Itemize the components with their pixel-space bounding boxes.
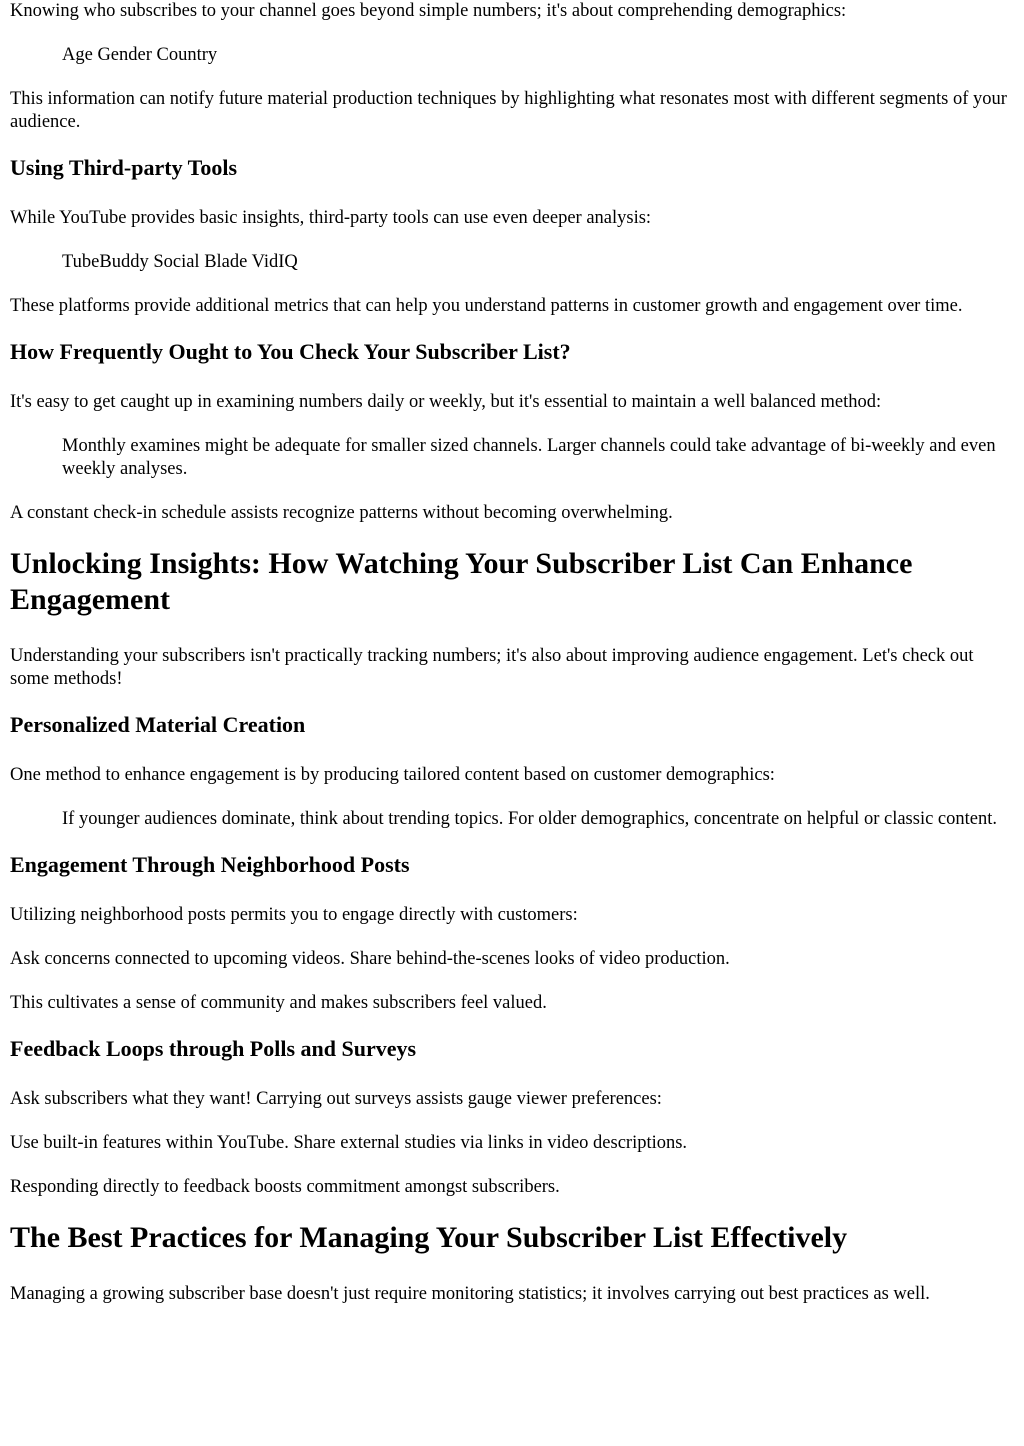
heading-neighborhood-posts: Engagement Through Neighborhood Posts — [10, 852, 410, 877]
paragraph-unlocking-insights-intro: Understanding your subscribers isn't practically tracking numbers; it's also about improving audience engagement. Let's check out some methods! — [10, 646, 974, 689]
paragraph-check-frequency-intro: It's easy to get caught up in examining numbers daily or weekly, but it's essential to maintain a well balanced method: — [10, 392, 882, 412]
paragraph-demographics-intro: Knowing who subscribes to your channel goes beyond simple numbers; it's about comprehending demographics: — [10, 1, 847, 21]
paragraph-feedback-intro: Ask subscribers what they want! Carrying out surveys assists gauge viewer preferences: — [10, 1089, 662, 1109]
indented-list-check-frequency: Monthly examines might be adequate for smaller sized channels. Larger channels could take advantage of bi-weekly and even weekly analyses. — [62, 436, 996, 479]
heading-personalized-material: Personalized Material Creation — [10, 712, 306, 737]
paragraph-third-party-intro: While YouTube provides basic insights, third-party tools can use even deeper analysis: — [10, 208, 652, 228]
paragraph-neighborhood-intro: Utilizing neighborhood posts permits you to engage directly with customers: — [10, 905, 578, 925]
indented-list-personalized: If younger audiences dominate, think about trending topics. For older demographics, concentrate on helpful or classic content. — [62, 809, 997, 829]
heading-unlocking-insights: Unlocking Insights: How Watching Your Subscriber List Can Enhance Engagement — [10, 547, 913, 616]
indented-list-tools: TubeBuddy Social Blade VidIQ — [62, 252, 298, 272]
heading-feedback-loops: Feedback Loops through Polls and Surveys — [10, 1036, 417, 1061]
paragraph-feedback-list: Use built-in features within YouTube. Share external studies via links in video descriptions. — [10, 1133, 688, 1153]
heading-best-practices: The Best Practices for Managing Your Subscriber List Effectively — [10, 1221, 848, 1254]
paragraph-personalized-intro: One method to enhance engagement is by producing tailored content based on customer demographics: — [10, 765, 775, 785]
paragraph-third-party-outro: These platforms provide additional metrics that can help you understand patterns in customer growth and engagement over time. — [10, 296, 963, 316]
paragraph-best-practices-intro: Managing a growing subscriber base doesn't just require monitoring statistics; it involves carrying out best practices as well. — [10, 1284, 930, 1304]
paragraph-neighborhood-list: Ask concerns connected to upcoming videos. Share behind-the-scenes looks of video production. — [10, 949, 730, 969]
paragraph-feedback-outro: Responding directly to feedback boosts commitment amongst subscribers. — [10, 1177, 560, 1197]
paragraph-check-frequency-outro: A constant check-in schedule assists recognize patterns without becoming overwhelming. — [10, 503, 673, 523]
heading-check-frequency: How Frequently Ought to You Check Your Subscriber List? — [10, 339, 571, 364]
paragraph-neighborhood-outro: This cultivates a sense of community and makes subscribers feel valued. — [10, 993, 547, 1013]
heading-third-party-tools: Using Third-party Tools — [10, 155, 238, 180]
paragraph-demographics-outro: This information can notify future material production techniques by highlighting what resonates most with different segments of your audience. — [10, 89, 1007, 132]
indented-list-demographics: Age Gender Country — [62, 45, 218, 65]
